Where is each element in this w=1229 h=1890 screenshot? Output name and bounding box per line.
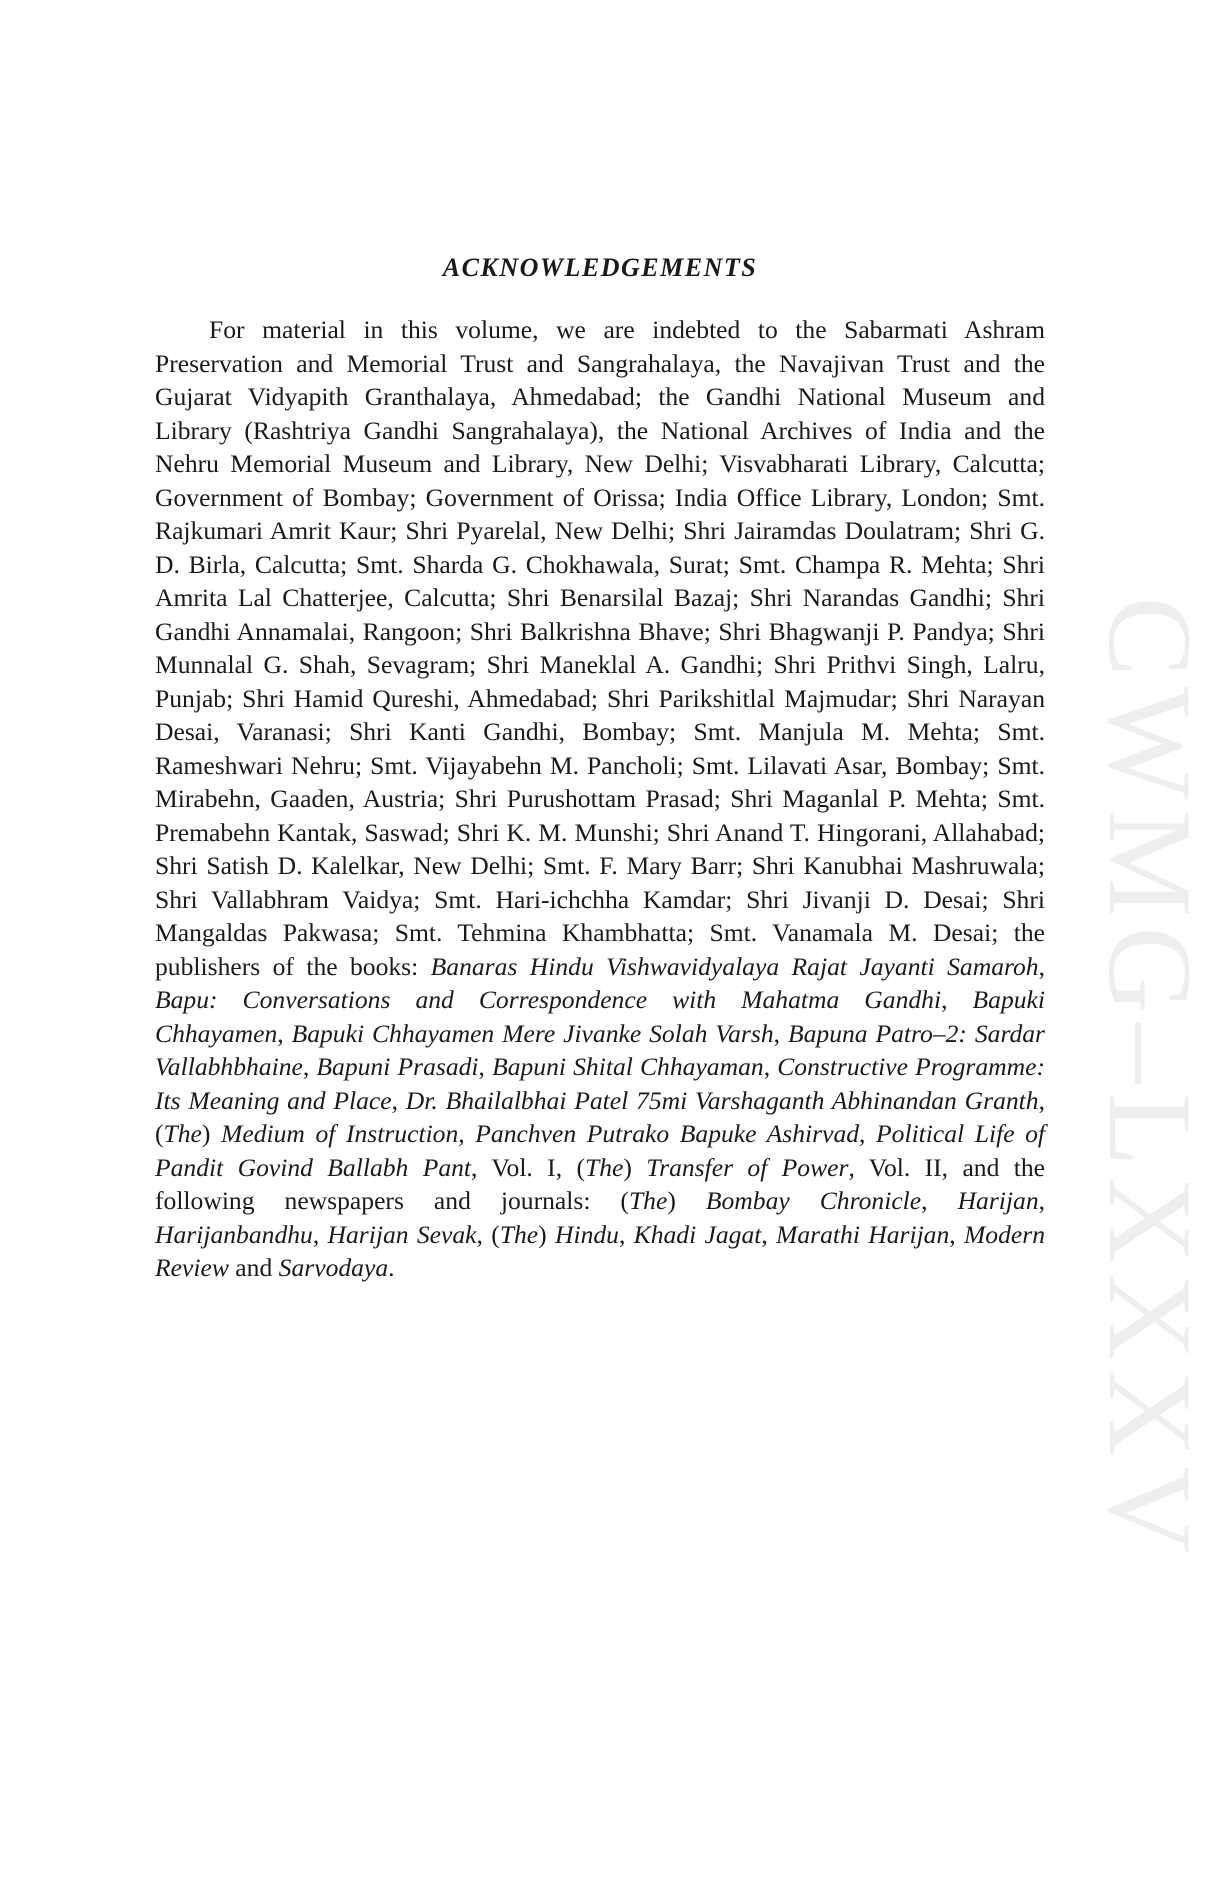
italic-title-run: Banaras Hindu Vishwavidyalaya Rajat Jayanti Samaroh	[430, 951, 1039, 981]
italic-title-run: Bapuki Chhayamen	[155, 985, 1046, 1048]
italic-title-run: Medium of Instruction	[221, 1119, 459, 1148]
italic-title-run: The	[163, 1119, 202, 1148]
text-run: )	[201, 1119, 222, 1148]
text-run: )	[623, 1152, 647, 1182]
text-run: .	[388, 1253, 395, 1282]
text-run: ,	[763, 1052, 778, 1081]
page-title: ACKNOWLEDGEMENTS	[442, 253, 758, 282]
watermark-text: CWMG–LXXXV	[1084, 596, 1217, 1564]
text-run: ,	[302, 1052, 317, 1081]
italic-title-run: Marathi Harijan	[776, 1219, 950, 1249]
text-run: ,	[312, 1219, 328, 1249]
italic-title-run: Bapuki Chhayamen Mere Jivanke Solah Varsh	[291, 1018, 774, 1048]
text-run: ,	[391, 1085, 406, 1115]
italic-title-run: Harijanbandhu	[155, 1219, 313, 1249]
text-run: ,	[478, 1052, 493, 1081]
italic-title-run: The	[628, 1186, 668, 1215]
italic-title-run: Bapuna Patro–2: Sardar Vallabhbhaine	[155, 1018, 1046, 1081]
italic-title-run: Sarvodaya	[278, 1253, 389, 1282]
italic-title-run: Bapu: Conversations and Correspondence with Mahatma Gandhi	[155, 985, 942, 1014]
italic-title-run: Khadi Jagat	[633, 1219, 762, 1249]
text-run: , Vol. I, (	[471, 1152, 585, 1182]
text-run: ,	[277, 1018, 292, 1048]
italic-title-run: Dr. Bhailalbhai Patel 75mi Varshaganth Abhinandan Granth	[405, 1085, 1039, 1115]
text-run: ,	[859, 1119, 877, 1148]
text-run: ,	[1038, 1186, 1046, 1215]
text-run: For material in this volume, we are indebted to the Sabarmati Ashram Preservation and Memorial Trust and Sangrahalaya, the Navajivan Trust and the Gujarat Vidyapith Granthalaya, Ahmedabad; the Gandhi National Museum and Library (Rashtriya Gandhi Sangrahalaya), the National Archives of India and the Nehru Memorial Museum and Library, New Delhi; Visvabharati Library, Calcutta; Government of Bombay; Government of Orissa; India Office Library, London; Smt. Rajkumari Amrit Kaur; Shri Pyarelal, New Delhi; Shri Jairamdas Doulatram; Shri G. D. Birla, Calcutta; Smt. Sharda G. Chokhawala, Surat; Smt. Champa R. Mehta; Shri Amrita Lal Chatterjee, Calcutta; Shri Benarsilal Bazaj; Shri Narandas Gandhi; Shri Gandhi Annamalai, Rangoon; Shri Balkrishna Bhave; Shri Bhagwanji P. Pandya; Shri Munnalal G. Shah, Sevagram; Shri Maneklal A. Gandhi; Shri Prithvi Singh, Lalru, Punjab; Shri Hamid Qureshi, Ahmedabad; Shri Parikshitlal Majmudar; Shri Narayan Desai, Varanasi; Shri Kanti Gandhi, Bombay; Smt. Manjula M. Mehta; Smt. Rameshwari Nehru; Smt. Vijayabehn M. Pancholi; Smt. Lilavati Asar, Bombay; Smt. Mirabehn, Gaaden, Austria; Shri Purushottam Prasad; Shri Maganlal P. Mehta; Smt. Premabehn Kantak, Saswad; Shri K. M. Munshi; Shri Anand T. Hingorani, Allahabad; Shri Satish D. Kalelkar, New Delhi; Smt. F. Mary Barr; Shri Kanubhai Mashruwala; Shri Vallabhram Vaidya; Smt. Hari-ichchha Kamdar; Shri Jivanji D. Desai; Shri Mangaldas Pakwasa; Smt. Tehmina Khambhatta; Smt. Vanamala M. Desai; the publishers of the books:	[155, 315, 1045, 981]
italic-title-run: Hindu	[554, 1219, 619, 1249]
text-run: )	[667, 1186, 706, 1215]
italic-title-run: Modern Review	[155, 1219, 1045, 1282]
text-run: ,	[773, 1018, 788, 1048]
text-run: and	[228, 1253, 279, 1282]
text-run: ,	[941, 985, 973, 1014]
text-run: , (	[155, 1085, 1045, 1148]
acknowledgements-paragraph	[155, 313, 1045, 1285]
text-run: ,	[921, 1186, 958, 1215]
italic-title-run: The	[585, 1152, 624, 1182]
text-run: , Vol. II, and the following newspapers and journals: (	[155, 1152, 1046, 1215]
text-run: ,	[1038, 951, 1045, 981]
text-run: ,	[949, 1219, 964, 1249]
italic-title-run: The	[499, 1219, 539, 1249]
italic-title-run: Bombay Chronicle	[705, 1186, 922, 1215]
italic-title-run: Harijan Sevak	[327, 1219, 477, 1249]
text-run: , (	[476, 1219, 500, 1249]
italic-title-run: Political Life of Pandit Govind Ballabh Pant	[155, 1119, 1046, 1182]
italic-title-run: Constructive Programme: Its Meaning and Place	[155, 1052, 1045, 1115]
italic-title-run: Bapuni Shital Chhayaman	[492, 1052, 764, 1081]
italic-title-run: Transfer of Power	[646, 1152, 849, 1182]
text-run: )	[538, 1219, 555, 1249]
text-run: ,	[458, 1119, 476, 1148]
italic-title-run: Panchven Putrako Bapuke Ashirvad	[475, 1119, 860, 1148]
italic-title-run: Harijan	[957, 1186, 1039, 1215]
text-run: ,	[761, 1219, 777, 1249]
italic-title-run: Bapuni Prasadi	[316, 1052, 479, 1081]
text-run: ,	[618, 1219, 634, 1249]
